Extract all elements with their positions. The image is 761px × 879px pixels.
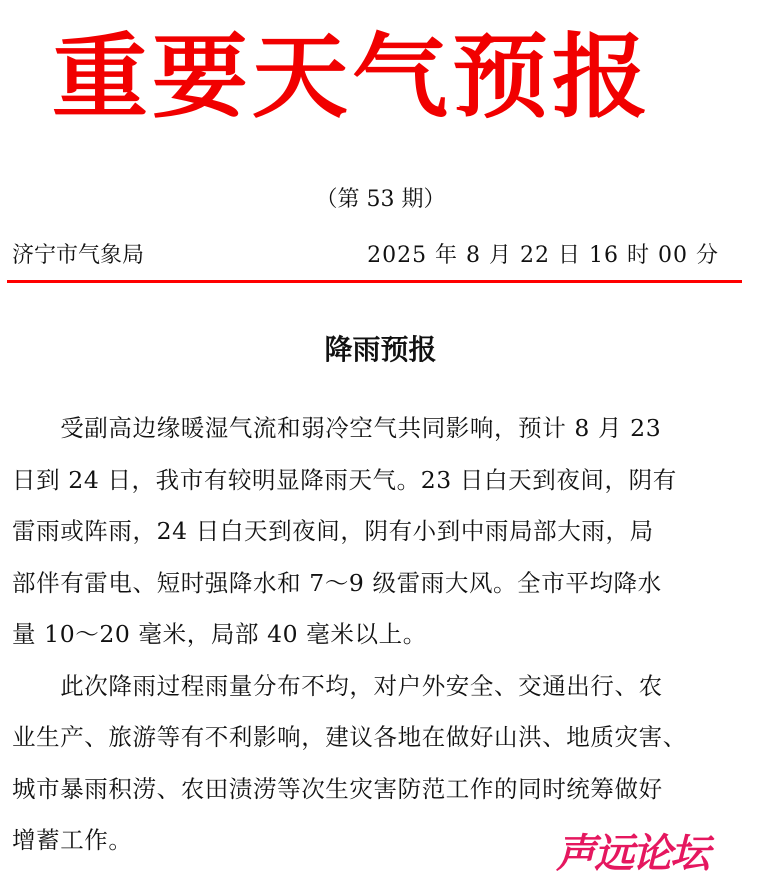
issue-datetime: 2025 年 8 月 22 日 16 时 00 分 [367, 243, 719, 268]
body-line: 业生产、旅游等有不利影响，建议各地在做好山洪、地质灾害、 [12, 723, 687, 751]
article-body [12, 408, 732, 872]
body-line: 雷雨或阵雨，24 日白天到夜间，阴有小到中雨局部大雨，局 [12, 517, 654, 545]
issuing-organization: 济宁市气象局 [12, 243, 145, 268]
document-title: 重要天气预报 [52, 22, 652, 131]
article-heading: 降雨预报 [324, 333, 437, 366]
forum-watermark: 声远论坛 [556, 831, 708, 877]
body-line: 部伴有雷电、短时强降水和 7～9 级雷雨大风。全市平均降水 [12, 568, 662, 597]
body-line: 日到 24 日，我市有较明显降雨天气。23 日白天到夜间，阴有 [12, 465, 677, 494]
red-divider [7, 280, 742, 283]
body-line: 量 10～20 毫米，局部 40 毫米以上。 [12, 620, 427, 648]
body-line: 受副高边缘暖湿气流和弱冷空气共同影响，预计 8 月 23 [12, 414, 662, 442]
body-line: 城市暴雨积涝、农田渍涝等次生灾害防范工作的同时统筹做好 [12, 774, 663, 803]
issue-number: （第 53 期） [315, 187, 446, 212]
body-line: 此次降雨过程雨量分布不均，对户外安全、交通出行、农 [12, 671, 663, 700]
body-line: 增蓄工作。 [12, 826, 133, 854]
